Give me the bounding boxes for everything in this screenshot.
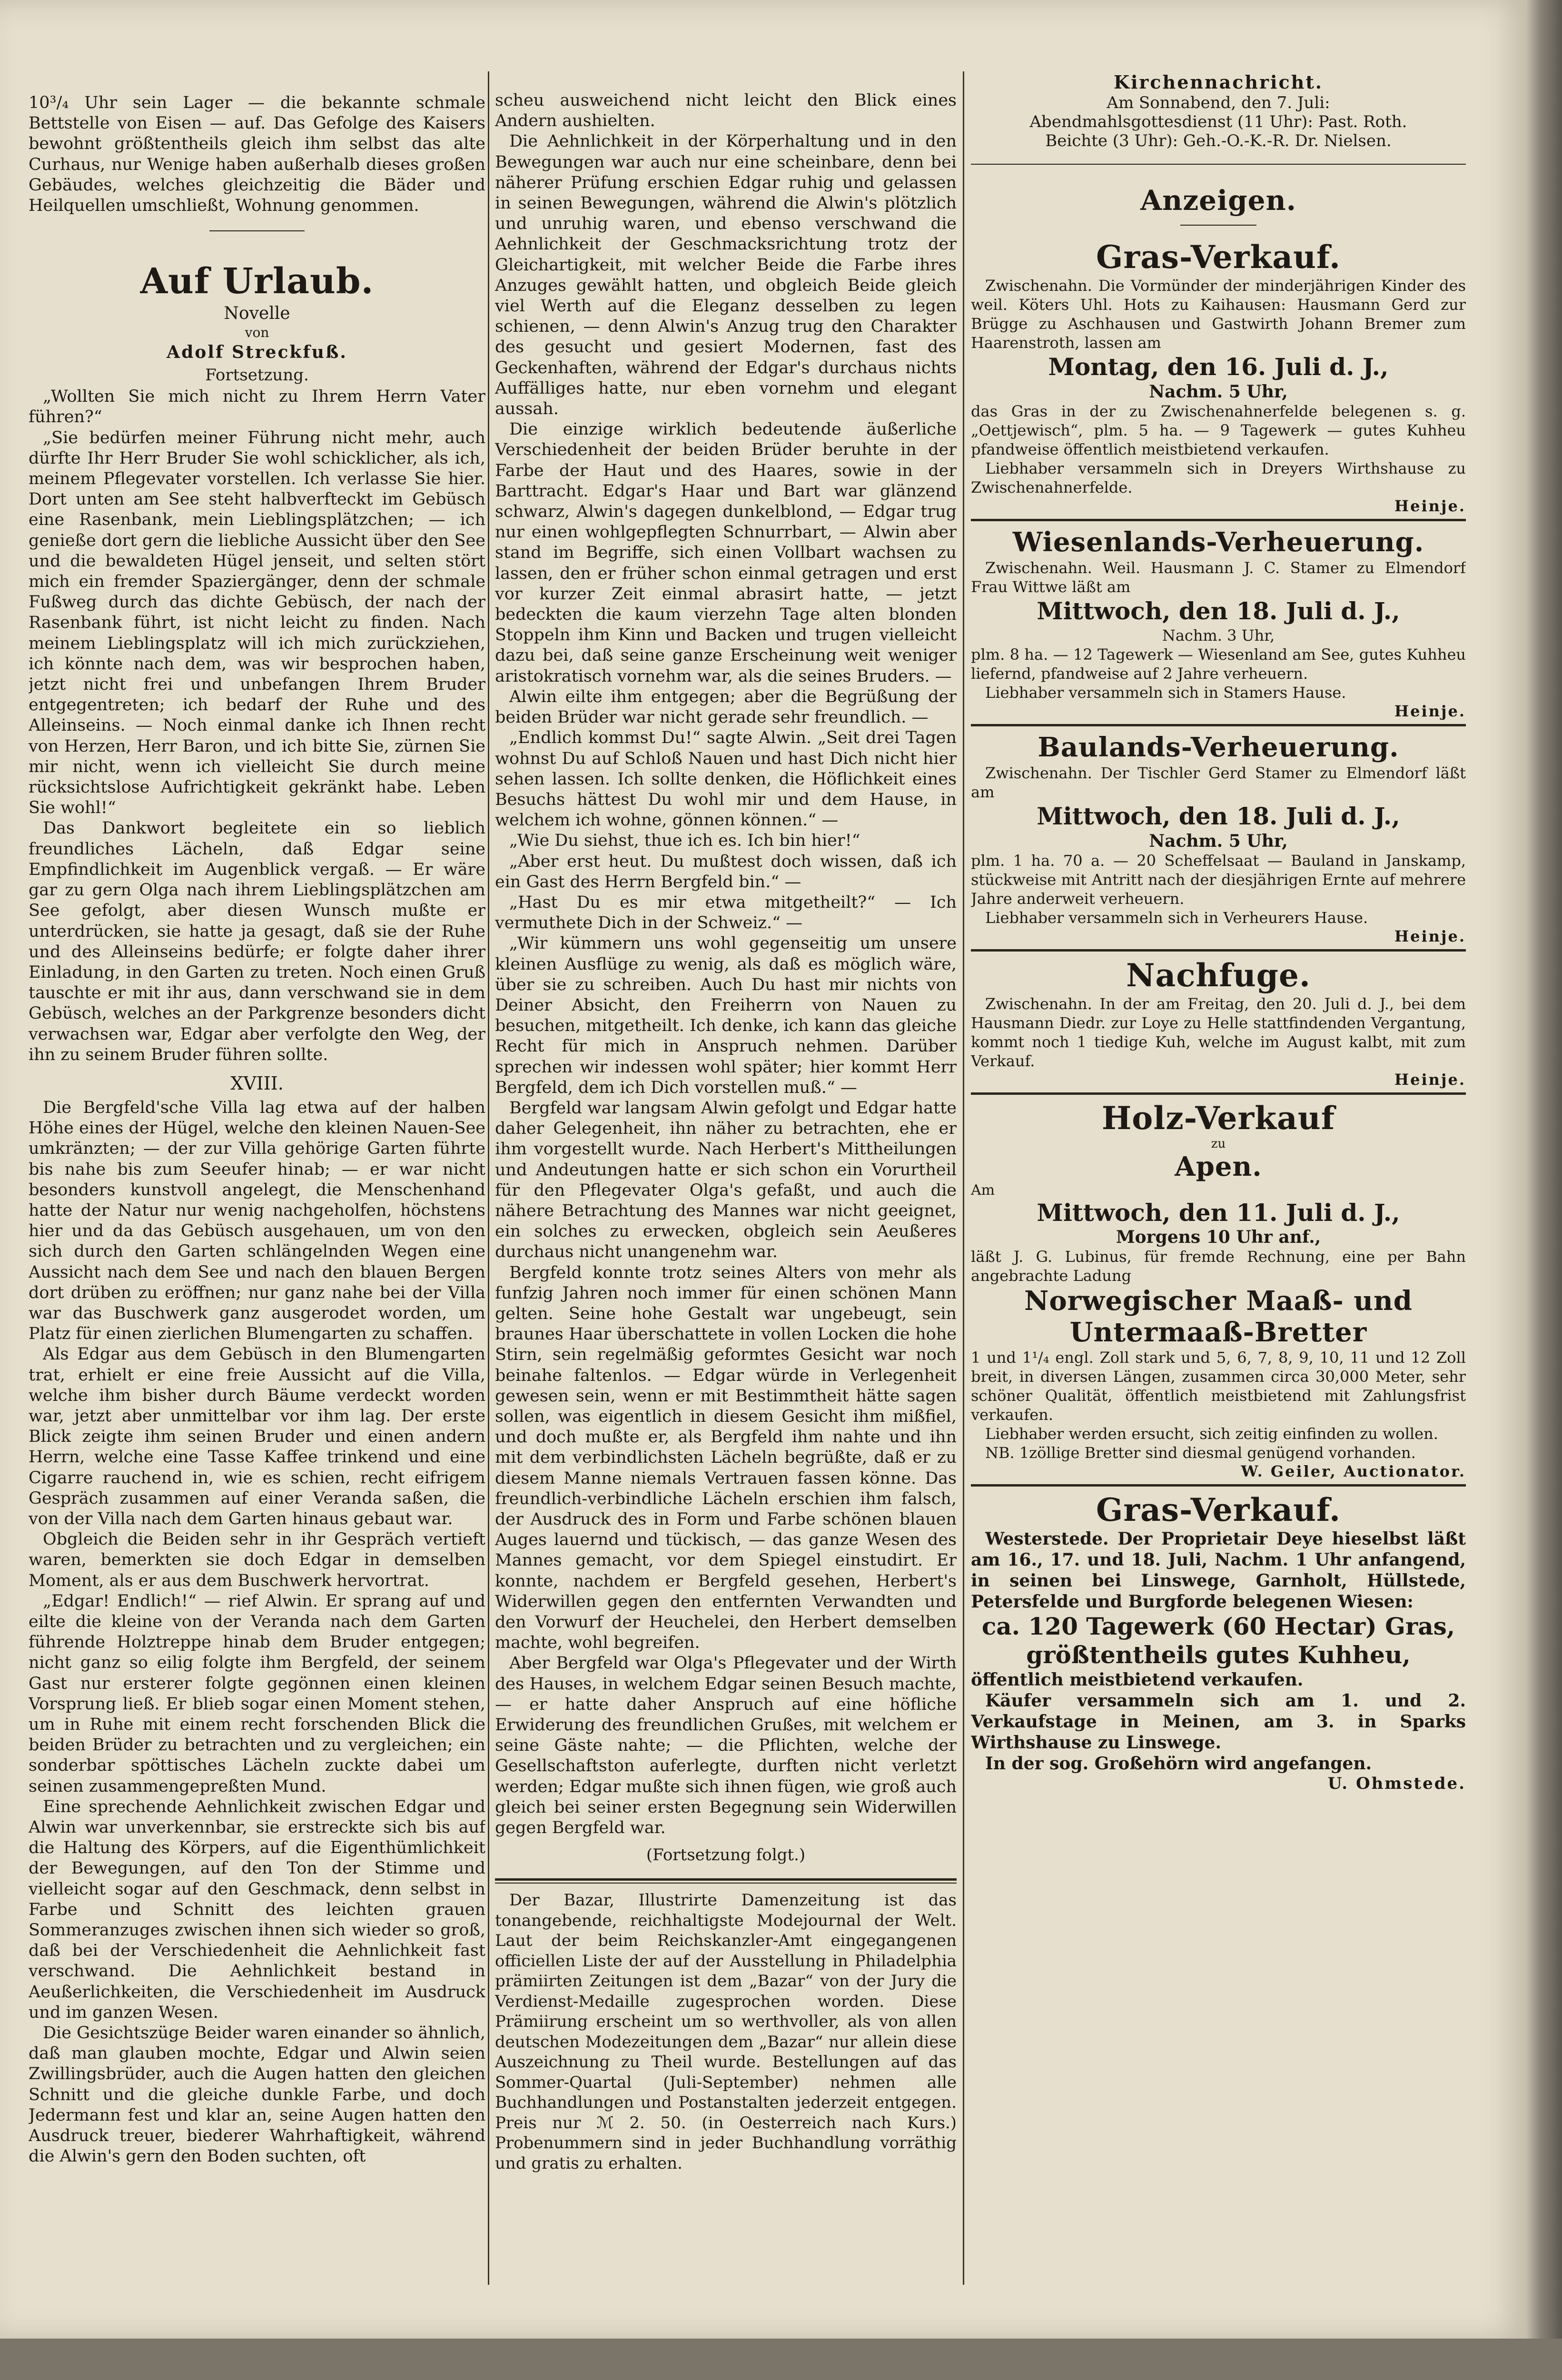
ad-body: Zwischenahn. In der am Freitag, den 20. Juli d. J., bei dem Hausmann Diedr. zur Loye zu Helle stattfindenden Vergantung, kommt noch 1 tiedige Kuh, welche im August kalbt, mit zum Verkauf. <box>971 995 1466 1070</box>
ad-body: das Gras in der zu Zwischenahnerfelde belegenen s. g. „Oettjewisch“, plm. 5 ha. — 9 Tagewerk — gutes Kuhheu pfandweise öffentlich meistbietend verkaufen. <box>971 402 1466 458</box>
ad-signature: Heinje. <box>1394 497 1466 515</box>
ad-place: Apen. <box>1175 1151 1262 1182</box>
ad-date: Mittwoch, den 18. Juli d. J., <box>1037 597 1400 625</box>
story-paragraph: Die Bergfeld'sche Villa lag etwa auf der halben Höhe eines der Hügel, welche den kleinen Nauen-See umkränzten; — der zur Villa gehörige Garten führte bis nahe bis zum Seeufer hinab; — er war nicht besonders kunstvoll angelegt, die Menschenhand hatte der Natur nur wenig nachgeholfen, höchstens hier und da das Gebüsch ausgehauen, um von den sich durch den Garten schlängelnden Wegen eine Aussicht nach dem See und nach den blauen Bergen dort drüben zu eröffnen; nur ganz nahe bei der Villa war das Buschwerk ganz ausgerodet worden, um Platz für einen zierlichen Blumengarten zu schaffen. <box>29 1098 485 1344</box>
church-notice-title: Kirchennachricht. <box>1113 71 1324 93</box>
column-1 <box>29 0 485 2380</box>
column-3 <box>971 0 1466 2380</box>
novel-von: von <box>245 325 269 341</box>
ads-heading: Anzeigen. <box>1140 184 1296 217</box>
divider <box>971 1092 1466 1095</box>
ad-timber-sale-title: Holz-Verkauf <box>1101 1100 1335 1137</box>
ad-date: Mittwoch, den 11. Juli d. J., <box>1037 1199 1400 1227</box>
ad-zu: zu <box>1211 1137 1226 1151</box>
divider <box>495 1878 957 1881</box>
story-paragraph: „Sie bedürfen meiner Führung nicht mehr, auch dürfte Ihr Herr Bruder Sie wohl schicklicher, als ich, meinem Pflegevater vorstellen. Ich verlasse Sie hier. Dort unten am See steht halbverfteckt im Gebüsch eine Rasenbank, mein Lieblingsplätzchen; — ich genieße dort gern die liebliche Aussicht über den See und die bewaldeten Hügel jenseit, und selten stört mich ein fremder Spaziergänger, denn der schmale Fußweg durch das dichte Gebüsch, der nach der Rasenbank führt, ist nicht leicht zu finden. Nach meinem Lieblingsplatz will ich mich zurückziehen, ich könnte nach dem, was wir besprochen haben, jetzt nicht frei und unbefangen Ihrem Bruder entgegentreten; ich bedarf der Ruhe und des Alleinseins. — Noch einmal danke ich Ihnen recht von Herzen, Herr Baron, und ich bitte Sie, zürnen Sie mir nicht, wenn ich vielleicht Sie durch meine rücksichtslose Aufrichtigkeit gekränkt habe. Leben Sie wohl!“ <box>29 428 485 818</box>
ad-body: öffentlich meistbietend verkaufen. <box>971 1670 1304 1690</box>
ad-body: Liebhaber versammeln sich in Verheurers Hause. <box>985 909 1368 927</box>
divider <box>495 1883 957 1884</box>
bazar-advert: Der Bazar, Illustrirte Damenzeitung ist das tonangebende, reichhaltigste Modejournal der Welt. Laut der beim Reichskanzler-Amt eingegangenen officiellen Liste der auf der Ausstellung in Philadelphia prämiirten Zeitungen ist dem „Bazar“ von der Jury die Verdienst-Medaille zugesprochen worden. Diese Prämiirung erscheint um so werthvoller, als von allen deutschen Modezeitungen dem „Bazar“ nur allein diese Auszeichnung zu Theil wurde. Bestellungen auf das Sommer-Quartal (Juli-September) nehmen alle Buchhandlungen und Postanstalten jederzeit entgegen. Preis nur ℳ 2. 50. (in Oesterreich nach Kurs.) Probenummern sind in jeder Buchhandlung vorräthig und gratis zu erhalten. <box>495 1891 957 2173</box>
ad-body: 1 und 1¹/₄ engl. Zoll stark und 5, 6, 7, 8, 9, 10, 11 und 12 Zoll breit, in diversen Längen, zusammen circa 30,000 Meter, sehr schöner Qualität, öffentlich meistbietend mit Zahlungsfrist verkaufen. <box>971 1349 1466 1424</box>
book-edge <box>1525 0 1562 2339</box>
ad-addendum-title: Nachfuge. <box>1126 957 1311 994</box>
ad-signature: Heinje. <box>1394 702 1466 720</box>
intro-paragraph: 10³/₄ Uhr sein Lager — die bekannte schmale Bettstelle von Eisen — auf. Das Gefolge des Kaisers bewohnt größtentheils gleich ihm selbst das alte Curhaus, nur Wenige haben außerhalb dieses großen Gebäudes, welches gleichzeitig die Bäder und Heilquellen umschließt, Wohnung genommen. <box>29 93 485 216</box>
ad-body: plm. 1 ha. 70 a. — 20 Scheffelsaat — Bauland in Janskamp, stückweise mit Antritt nach der diesjährigen Ernte auf mehrere Jahre anderweit verheuern. <box>971 852 1466 908</box>
ad-date: Montag, den 16. Juli d. J., <box>1048 353 1389 381</box>
story-paragraph: „Aber erst heut. Du mußtest doch wissen, daß ich ein Gast des Herrn Bergfeld bin.“ — <box>495 852 957 892</box>
ad-time: Nachm. 5 Uhr, <box>1149 831 1288 851</box>
novel-title: Auf Urlaub. <box>140 261 374 302</box>
church-line: Beichte (3 Uhr): Geh.-O.-K.-R. Dr. Nielsen. <box>1045 131 1392 150</box>
story-paragraph: Bergfeld war langsam Alwin gefolgt und Edgar hatte daher Gelegenheit, ihn näher zu betrachten, ehe er ihm vorgestellt wurde. Nach Herbert's Mittheilungen und Andeutungen hatte er sich schon ein Vorurtheil für den Pflegevater Olga's gefaßt, und auch die nähere Betrachtung des Mannes war nicht geeignet, ein solches zu erwecken, obgleich sein Aeußeres durchaus nicht unangenehm war. <box>495 1098 957 1262</box>
ad-body: läßt J. G. Lubinus, für fremde Rechnung, eine per Bahn angebrachte Ladung <box>971 1248 1466 1285</box>
story-paragraph: Die Gesichtszüge Beider waren einander so ähnlich, daß man glauben mochte, Edgar und Alwin seien Zwillingsbrüder, auch die Augen hatten den gleichen Schnitt und die gleiche dunkle Farbe, und doch Jedermann fest und klar an, seine Augen hatten den Ausdruck treuer, biederer Wahrhaftigkeit, während die Alwin's gern den Boden suchten, oft <box>29 2023 485 2166</box>
story-paragraph: „Wie Du siehst, thue ich es. Ich bin hier!“ <box>509 831 860 851</box>
divider <box>971 724 1466 726</box>
story-paragraph: „Wir kümmern uns wohl gegenseitig um unsere kleinen Ausflüge zu wenig, als daß es möglich wäre, über sie zu schreiben. Auch Du hast mir nichts von Deiner Absicht, den Freiherrn von Nauen zu besuchen, mitgetheilt. Ich denke, ich kann das gleiche Recht für mich in Anspruch nehmen. Darüber sprechen wir indessen wohl später; hier kommt Herr Bergfeld, dem ich Dich vorstellen muß.“ — <box>495 934 957 1097</box>
story-paragraph: Das Dankwort begleitete ein so lieblich freundliches Lächeln, daß Edgar seine Empfindlichkeit im Augenblick vergaß. — Er wäre gar zu gern Olga nach ihrem Lieblingsplätzchen am See gefolgt, aber diesen Wunsch mußte er unterdrücken, sie hatte ja gesagt, daß sie der Ruhe und des Alleinseins bedürfe; er folgte daher ihrer Einladung, in den Garten zu treten. Noch einen Gruß tauschte er mit ihr aus, dann verschwand sie in dem Gebüsch, welches an der Parkgrenze besonders dicht verwachsen war, Edgar aber verfolgte den Weg, der ihn zu seinem Bruder führen sollte. <box>29 819 485 1064</box>
ad-body: Liebhaber werden ersucht, sich zeitig einfinden zu wollen. <box>985 1425 1438 1443</box>
story-paragraph: Als Edgar aus dem Gebüsch in den Blumengarten trat, erhielt er eine freie Aussicht auf die Villa, welche ihm bisher durch Bäume verdeckt worden war, jetzt aber unmittelbar vor ihm lag. Der erste Blick zeigte ihm seinen Bruder und einen andern Herrn, welche eine Tasse Kaffee trinkend und eine Cigarre rauchend in, wie es schien, recht eifrigem Gespräch zusammen auf einer Veranda saßen, die von der Villa nach dem Garten hinaus gebaut war. <box>29 1345 485 1528</box>
ad-body: plm. 8 ha. — 12 Tagewerk — Wiesenland am See, gutes Kuhheu liefernd, pfandweise auf 2 Jahre verheuern. <box>971 645 1466 683</box>
story-paragraph: scheu ausweichend nicht leicht den Blick eines Andern aushielten. <box>495 91 957 131</box>
ad-timber-headline: Norwegischer Maaß- und Untermaaß-Bretter <box>1024 1285 1413 1348</box>
novel-genre: Novelle <box>224 304 290 324</box>
ad-time: Morgens 10 Uhr anf., <box>1116 1227 1321 1247</box>
ad-signature: U. Ohmstede. <box>1327 1774 1466 1793</box>
ad-date: Mittwoch, den 18. Juli d. J., <box>1037 802 1400 830</box>
ad-signature: Heinje. <box>1394 1071 1466 1089</box>
ad-am: Am <box>971 1182 995 1199</box>
divider <box>1180 225 1256 226</box>
divider <box>971 949 1466 952</box>
novel-continuation: Fortsetzung. <box>205 366 309 385</box>
ad-building-land-lease-title: Baulands-Verheuerung. <box>1038 732 1399 763</box>
ad-grass-sale-2-title: Gras-Verkauf. <box>1096 1491 1341 1528</box>
ad-grass-sale-title: Gras-Verkauf. <box>1096 238 1341 276</box>
story-paragraph: „Endlich kommst Du!“ sagte Alwin. „Seit drei Tagen wohnst Du auf Schloß Nauen und hast Dich nicht hier sehen lassen. Ich sollte denken, die Höflichkeit eines Besuchs hättest Du wohl mir und dem Hause, in welchem ich wohne, gönnen können.“ — <box>495 728 957 830</box>
ad-grass-headline: ca. 120 Tagewerk (60 Hectar) Gras, größtentheils gutes Kuhheu, <box>981 1612 1455 1669</box>
ad-body: In der sog. Großehörn wird angefangen. <box>985 1754 1372 1774</box>
ad-signature: Heinje. <box>1394 927 1466 945</box>
chapter-number: XVIII. <box>230 1072 284 1094</box>
divider <box>971 164 1466 165</box>
story-paragraph: Alwin eilte ihm entgegen; aber die Begrüßung der beiden Brüder war nicht gerade sehr freundlich. — <box>495 687 957 727</box>
story-paragraph: „Wollten Sie mich nicht zu Ihrem Herrn Vater führen?“ <box>29 387 485 427</box>
column-2 <box>495 0 957 2380</box>
ad-body: Liebhaber versammeln sich in Dreyers Wirthshause zu Zwischenahnerfelde. <box>971 459 1466 496</box>
story-paragraph: Die Aehnlichkeit in der Körperhaltung und in den Bewegungen war auch nur eine scheinbare, denn bei näherer Prüfung erschien Edgar ruhig und gelassen in seinen Bewegungen, während die Alwin's plötzlich und unruhig waren, und ebenso verschwand die Aehnlichkeit der Geschmacksrichtung trotz der Gleichartigkeit, mit welcher Beide die Farbe ihres Anzuges gewählt hatten, und obgleich Beide gleich viel Werth auf die Eleganz desselben zu legen schienen, — denn Alwin's Anzug trug den Charakter des gesucht und gesiert Modernen, fast des Geckenhaften, während der Edgar's durchaus nichts Auffälliges hatte, nur eben vornehm und elegant aussah. <box>495 132 957 419</box>
church-line: Abendmahlsgottesdienst (11 Uhr): Past. Roth. <box>1029 112 1407 131</box>
continuation-note: (Fortsetzung folgt.) <box>646 1845 806 1865</box>
church-line: Am Sonnabend, den 7. Juli: <box>1107 93 1330 112</box>
story-paragraph: Die einzige wirklich bedeutende äußerliche Verschiedenheit der beiden Brüder beruhte in der Farbe der Haut und des Haares, sowie in der Barttracht. Edgar's Haar und Bart war glänzend schwarz, Alwin's dagegen dunkelblond, — Edgar trug nur einen wohlgepflegten Schnurrbart, — Alwin aber stand im Begriffe, sich einen Vollbart wachsen zu lassen, den er früher schon einmal getragen und erst vor kurzer Zeit einmal abrasirt hatte, — jetzt bedeckten die kaum vierzehn Tage alten blonden Stoppeln ihm Kinn und Backen und trugen vielleicht dazu bei, daß seine ganze Erscheinung weit weniger aristokratisch vornehm war, als die seines Bruders. — <box>495 420 957 686</box>
divider <box>971 519 1466 521</box>
ad-body: Zwischenahn. Der Tischler Gerd Stamer zu Elmendorf läßt am <box>971 764 1466 801</box>
story-paragraph: „Edgar! Endlich!“ — rief Alwin. Er sprang auf und eilte die kleine von der Veranda nach dem Garten führende Holztreppe hinab dem Bruder entgegen; nicht ganz so eilig folgte ihm Bergfeld, der seinem Gast nur ersterer folgte gegönnen einen kleinen Vorsprung ließ. Er blieb sogar einen Moment stehen, um in Ruhe mit einem recht forschenden Blick die beiden Brüder zu betrachten und zu vergleichen; ein sonderbar spöttisches Lächeln zuckte dabei um seinen zusammengepreßten Mund. <box>29 1591 485 1796</box>
divider <box>971 1484 1466 1487</box>
ad-signature: W. Geiler, Auctionator. <box>1241 1462 1466 1480</box>
story-paragraph: Aber Bergfeld war Olga's Pflegevater und der Wirth des Hauses, in welchem Edgar seinen Besuch machte, — er hatte daher Anspruch auf eine höfliche Erwiderung des freundlichen Grußes, mit welchem er seine Gäste nahte; — die Pflichten, welche der Gesellschaftston auferlegte, durften nicht verletzt werden; Edgar mußte sich ihnen fügen, wie groß auch gleich bei seiner ersten Begegnung sein Widerwillen gegen Bergfeld war. <box>495 1654 957 1838</box>
divider <box>209 230 305 231</box>
ad-body: Zwischenahn. Die Vormünder der minderjährigen Kinder des weil. Köters Uhl. Hots zu Kaihausen: Hausmann Gerd zur Brügge zu Aschhausen und Gastwirth Johann Bremer zum Haarenstroth, lassen am <box>971 277 1466 352</box>
ad-body: Westerstede. Der Proprietair Deye hieselbst läßt am 16., 17. und 18. Juli, Nachm. 1 Uhr anfangend, in seinen bei Linswege, Garnholt, Hüllstede, Petersfelde und Burgforde belegenen Wiesen: <box>971 1529 1466 1612</box>
ad-time: Nachm. 3 Uhr, <box>1162 626 1275 645</box>
ad-body: Zwischenahn. Weil. Hausmann J. C. Stamer zu Elmendorf Frau Wittwe läßt am <box>971 559 1466 596</box>
story-paragraph: Bergfeld konnte trotz seines Alters von mehr als funfzig Jahren noch immer für einen schönen Mann gelten. Seine hohe Gestalt war ungebeugt, sein braunes Haar überschattete in vollen Locken die hohe Stirn, sein regelmäßig geformtes Gesicht war noch beinahe faltenlos. — Edgar würde in Verlegenheit gewesen sein, wenn er mit Bestimmtheit hätte sagen sollen, was eigentlich in diesem Gesicht ihm mißfiel, und doch mußte er, als Bergfeld ihm nahte und ihn mit dem verbindlichsten Lächeln begrüßte, daß er zu diesem Manne niemals Vertrauen fassen könne. Das freundlich-verbindliche Lächeln erschien ihm falsch, der Ausdruck des in Form und Farbe schönen blauen Auges lauernd und tückisch, — das ganze Wesen des Mannes gemacht, vor dem Spiegel einstudirt. Er konnte, nachdem er Bergfeld gesehen, Herbert's Widerwillen gegen den entfernten Verwandten und den Vorwurf der Heuchelei, den Herbert demselben machte, wohl begreifen. <box>495 1263 957 1653</box>
column-rule-1 <box>488 71 489 2285</box>
ad-body: Käufer versammeln sich am 1. und 2. Verkaufstage in Meinen, am 3. in Sparks Wirthshause zu Linswege. <box>971 1691 1466 1753</box>
story-paragraph: Obgleich die Beiden sehr in ihr Gespräch vertieft waren, bemerkten sie doch Edgar in demselben Moment, als er aus dem Buschwerk hervortrat. <box>29 1530 485 1590</box>
ad-note: NB. 1zöllige Bretter sind diesmal genügend vorhanden. <box>985 1444 1416 1462</box>
story-paragraph: „Hast Du es mir etwa mitgetheilt?“ — Ich vermuthete Dich in der Schweiz.“ — <box>495 892 957 933</box>
ad-time: Nachm. 5 Uhr, <box>1149 382 1288 402</box>
ad-meadow-lease-title: Wiesenlands-Verheuerung. <box>1012 526 1424 558</box>
story-paragraph: Eine sprechende Aehnlichkeit zwischen Edgar und Alwin war unverkennbar, sie erstreckte sich bis auf die Haltung des Körpers, auf die Eigenthümlichkeit der Bewegungen, auf den Ton der Stimme und vielleicht sogar auf den Geschmack, denn selbst in Farbe und Schnitt des leichten grauen Sommeranzuges zwischen ihnen sich wieder so groß, daß bei der Verschiedenheit die Aehnlichkeit fast verschwand. Die Aehnlichkeit bestand in Aeußerlichkeiten, die Verschiedenheit im Ausdruck und im ganzen Wesen. <box>29 1797 485 2022</box>
novel-author: Adolf Streckfuß. <box>167 342 347 363</box>
column-rule-2 <box>963 71 964 2285</box>
ad-body: Liebhaber versammeln sich in Stamers Hause. <box>985 684 1346 702</box>
